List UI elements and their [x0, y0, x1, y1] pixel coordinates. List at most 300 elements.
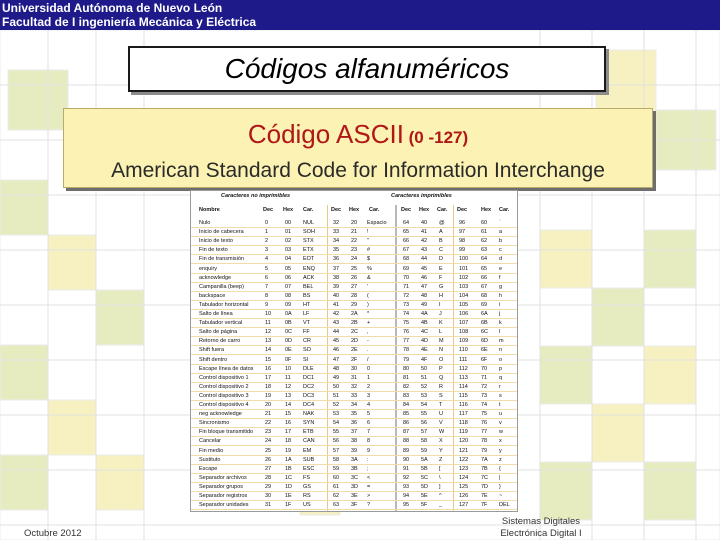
- cell-dec: 126: [459, 493, 469, 499]
- cell-char: I: [439, 301, 441, 308]
- cell-hex: 7A: [481, 456, 488, 463]
- cell-nombre: Salto de línea: [199, 311, 233, 317]
- cell-hex: 7B: [481, 465, 488, 472]
- cell-dec: 103: [459, 283, 469, 290]
- cell-hex: 65: [481, 265, 488, 272]
- header-hex: Hex: [283, 207, 294, 213]
- cell-char: ESC: [303, 465, 315, 472]
- cell-char: RS: [303, 493, 311, 499]
- cell-char: LF: [303, 311, 310, 317]
- table-row: [191, 437, 517, 446]
- cell-hex: 4D: [421, 338, 429, 345]
- cell-dec: 32: [333, 220, 340, 226]
- cell-char: d: [499, 256, 503, 263]
- cell-char: NUL: [303, 220, 315, 226]
- cell-char: Espacio: [367, 220, 387, 226]
- cell-hex: 2B: [351, 320, 358, 327]
- cell-hex: 2D: [351, 338, 359, 345]
- cell-nombre: Escape: [199, 465, 218, 472]
- cell-dec: 17: [265, 374, 272, 381]
- cell-hex: 6F: [481, 356, 488, 363]
- cell-dec: 119: [459, 429, 468, 436]
- cell-char: #: [367, 247, 371, 254]
- ascii-subtitle: American Standard Code for Information Interchange: [111, 159, 605, 182]
- cell-hex: 17: [285, 429, 292, 436]
- cell-char: x: [499, 438, 502, 445]
- cell-char: 3: [367, 392, 371, 399]
- cell-char: A: [439, 229, 443, 236]
- cell-char: *: [367, 311, 370, 317]
- cell-char: {: [499, 465, 501, 472]
- cell-char: Q: [439, 374, 444, 381]
- header-car: Car.: [303, 207, 314, 213]
- cell-nombre: Separador archivos: [199, 474, 247, 481]
- cell-char: r: [499, 383, 501, 390]
- cell-char: EM: [303, 447, 312, 454]
- table-row: [191, 401, 517, 410]
- cell-hex: 39: [351, 447, 358, 454]
- cell-char: v: [499, 420, 502, 427]
- cell-hex: 22: [351, 238, 358, 245]
- cell-char: P: [439, 365, 443, 372]
- cell-char: a: [499, 229, 503, 236]
- cell-dec: 118: [459, 420, 468, 427]
- cell-dec: 57: [333, 447, 340, 454]
- cell-hex: 0F: [285, 356, 292, 363]
- table-row: [191, 483, 517, 492]
- cell-dec: 91: [403, 465, 410, 472]
- cell-dec: 3: [265, 247, 269, 254]
- cell-dec: 42: [333, 311, 340, 317]
- table-row: [191, 228, 517, 237]
- cell-dec: 11: [265, 320, 271, 327]
- cell-char: t: [499, 402, 501, 408]
- cell-char: SUB: [303, 456, 315, 463]
- cell-hex: 33: [351, 392, 358, 399]
- cell-hex: 68: [481, 292, 488, 299]
- cell-hex: 5A: [421, 456, 428, 463]
- cell-dec: 83: [403, 392, 410, 399]
- cell-hex: 5F: [421, 502, 428, 509]
- cell-hex: 2E: [351, 347, 358, 354]
- cell-dec: 111: [459, 356, 468, 363]
- cell-dec: 100: [459, 256, 469, 263]
- cell-char: @: [439, 220, 445, 226]
- cell-hex: 31: [351, 374, 358, 381]
- table-row: [191, 374, 517, 383]
- cell-hex: 63: [481, 247, 488, 254]
- cell-hex: 46: [421, 274, 428, 281]
- cell-char: :: [367, 456, 369, 463]
- cell-hex: 3A: [351, 456, 358, 463]
- cell-hex: 5E: [421, 493, 428, 499]
- cell-hex: 26: [351, 274, 358, 281]
- cell-nombre: Separador grupos: [199, 483, 244, 490]
- cell-dec: 52: [333, 402, 340, 408]
- cell-hex: 54: [421, 402, 428, 408]
- cell-dec: 127: [459, 502, 469, 509]
- cell-dec: 15: [265, 356, 272, 363]
- cell-char: y: [499, 447, 502, 454]
- table-row: [191, 419, 517, 428]
- table-row: [191, 383, 517, 392]
- cell-dec: 27: [265, 465, 272, 472]
- cell-hex: 40: [421, 220, 428, 226]
- cell-hex: 04: [285, 256, 292, 263]
- cell-dec: 33: [333, 229, 340, 236]
- cell-nombre: Sincronismo: [199, 420, 230, 427]
- cell-char: DC4: [303, 402, 315, 408]
- cell-hex: 55: [421, 411, 428, 418]
- cell-char: =: [367, 483, 371, 490]
- cell-hex: 08: [285, 292, 292, 299]
- cell-char: Y: [439, 447, 443, 454]
- table-row: [191, 301, 517, 310]
- cell-nombre: Shift dentro: [199, 356, 228, 363]
- footer-course-line1: Sistemas Digitales: [501, 516, 581, 527]
- cell-dec: 75: [403, 320, 410, 327]
- cell-nombre: Fin de texto: [199, 247, 228, 254]
- cell-nombre: Inicio de cabecera: [199, 229, 244, 236]
- cell-char: 9: [367, 447, 371, 454]
- cell-char: EOT: [303, 256, 315, 263]
- cell-hex: 06: [285, 274, 292, 281]
- header-hex: Hex: [481, 207, 492, 213]
- cell-dec: 41: [333, 301, 340, 308]
- cell-dec: 76: [403, 329, 410, 336]
- cell-dec: 49: [333, 374, 340, 381]
- cell-hex: 2A: [351, 311, 358, 317]
- cell-dec: 19: [265, 392, 272, 399]
- cell-dec: 115: [459, 392, 468, 399]
- cell-dec: 47: [333, 356, 340, 363]
- cell-dec: 0: [265, 220, 269, 226]
- cell-char: o: [499, 356, 503, 363]
- cell-dec: 14: [265, 347, 272, 354]
- cell-char: L: [439, 329, 443, 336]
- cell-char: l: [499, 329, 501, 336]
- cell-char: -: [367, 338, 369, 345]
- cell-hex: 28: [351, 292, 358, 299]
- cell-dec: 48: [333, 365, 340, 372]
- cell-char: +: [367, 320, 371, 327]
- cell-hex: 37: [351, 429, 358, 436]
- cell-hex: 76: [481, 420, 488, 427]
- cell-hex: 60: [481, 220, 488, 226]
- cell-char: B: [439, 238, 443, 245]
- table-row: [191, 492, 517, 501]
- section-nonprintable: Caracteres no imprimibles: [221, 193, 291, 199]
- cell-char: GS: [303, 483, 311, 490]
- cell-dec: 39: [333, 283, 340, 290]
- table-row: [191, 292, 517, 301]
- cell-dec: 30: [265, 493, 272, 499]
- cell-hex: 27: [351, 283, 358, 290]
- cell-dec: 21: [265, 411, 272, 418]
- cell-char: 7: [367, 429, 371, 436]
- cell-dec: 125: [459, 483, 469, 490]
- cell-dec: 105: [459, 301, 469, 308]
- cell-char: M: [439, 338, 444, 345]
- ascii-heading-box: [63, 108, 653, 188]
- cell-hex: 6B: [481, 320, 488, 327]
- cell-dec: 123: [459, 465, 469, 472]
- cell-dec: 18: [265, 383, 272, 390]
- footer-course: [476, 516, 606, 540]
- cell-dec: 7: [265, 283, 269, 290]
- cell-dec: 102: [459, 274, 469, 281]
- ascii-title-range: (0 -127): [403, 128, 469, 147]
- header-nombre: Nombre: [199, 207, 220, 213]
- cell-char: SOH: [303, 229, 315, 236]
- header-dec: Dec: [457, 207, 468, 213]
- faculty-name: Facultad de I ingeniería Mecánica y Eléctrica: [2, 15, 257, 29]
- cell-char: ,: [367, 329, 369, 336]
- cell-hex: 67: [481, 283, 488, 290]
- cell-nombre: neg acknowledge: [199, 411, 242, 418]
- cell-hex: 18: [285, 438, 292, 445]
- cell-hex: 5D: [421, 483, 429, 490]
- cell-char: S: [439, 392, 443, 399]
- cell-char: ;: [367, 465, 369, 472]
- cell-hex: 0C: [285, 329, 293, 336]
- cell-hex: 30: [351, 365, 358, 372]
- cell-dec: 54: [333, 420, 340, 427]
- cell-hex: 66: [481, 274, 488, 281]
- cell-dec: 24: [265, 438, 272, 445]
- cell-dec: 16: [265, 365, 272, 372]
- table-row: [191, 447, 517, 456]
- cell-char: q: [499, 374, 503, 381]
- cell-char: CAN: [303, 438, 315, 445]
- cell-char: O: [439, 356, 444, 363]
- table-row: [191, 365, 517, 374]
- cell-char: e: [499, 265, 503, 272]
- cell-hex: 20: [351, 220, 358, 226]
- cell-hex: 0E: [285, 347, 292, 354]
- cell-char: F: [439, 274, 443, 281]
- cell-char: DLE: [303, 365, 314, 372]
- cell-hex: 14: [285, 402, 292, 408]
- cell-dec: 2: [265, 238, 269, 245]
- cell-hex: 1B: [285, 465, 292, 472]
- cell-char: \: [439, 474, 441, 481]
- cell-dec: 5: [265, 265, 269, 272]
- cell-dec: 109: [459, 338, 469, 345]
- cell-dec: 96: [459, 220, 466, 226]
- footer-date: Octubre 2012: [24, 528, 82, 539]
- cell-nombre: Salto de página: [199, 329, 238, 336]
- cell-hex: 6A: [481, 311, 488, 317]
- cell-dec: 53: [333, 411, 340, 418]
- cell-char: g: [499, 283, 503, 290]
- cell-hex: 07: [285, 283, 292, 290]
- cell-dec: 70: [403, 274, 410, 281]
- cell-char: }: [499, 483, 501, 490]
- header-dec: Dec: [401, 207, 412, 213]
- cell-dec: 81: [403, 374, 410, 381]
- cell-hex: 78: [481, 438, 488, 445]
- cell-char: (: [367, 292, 369, 299]
- header-hex: Hex: [349, 207, 360, 213]
- cell-nombre: Control dispositivo 1: [199, 374, 249, 381]
- cell-dec: 86: [403, 420, 410, 427]
- cell-nombre: Fin medio: [199, 447, 224, 454]
- cell-dec: 34: [333, 238, 340, 245]
- cell-hex: 15: [285, 411, 292, 418]
- cell-hex: 43: [421, 247, 428, 254]
- cell-dec: 66: [403, 238, 410, 245]
- cell-char: k: [499, 320, 502, 327]
- cell-hex: 41: [421, 229, 428, 236]
- cell-nombre: Separador unidades: [199, 502, 249, 509]
- cell-hex: 5C: [421, 474, 429, 481]
- cell-dec: 1: [265, 229, 269, 236]
- cell-char: ': [367, 283, 369, 290]
- cell-char: %: [367, 265, 372, 272]
- cell-dec: 104: [459, 292, 469, 299]
- cell-hex: 4B: [421, 320, 428, 327]
- cell-char: BS: [303, 292, 311, 299]
- table-row: [191, 283, 517, 292]
- cell-char: ]: [439, 483, 441, 490]
- cell-char: ~: [499, 493, 503, 499]
- cell-dec: 68: [403, 256, 410, 263]
- cell-char: h: [499, 292, 503, 299]
- cell-hex: 74: [481, 402, 488, 408]
- cell-nombre: enquiry: [199, 265, 218, 272]
- cell-char: w: [499, 429, 503, 436]
- cell-char: DC2: [303, 383, 315, 390]
- cell-dec: 98: [459, 238, 466, 245]
- cell-dec: 92: [403, 474, 410, 481]
- cell-hex: 79: [481, 447, 488, 454]
- cell-hex: 3F: [351, 502, 358, 509]
- cell-dec: 37: [333, 265, 340, 272]
- footer-course-line2: Electrónica Digital I: [500, 528, 582, 539]
- cell-dec: 124: [459, 474, 469, 481]
- cell-dec: 88: [403, 438, 410, 445]
- cell-nombre: Tabulador horizontal: [199, 301, 249, 308]
- cell-char: US: [303, 502, 311, 509]
- cell-hex: 7E: [481, 493, 488, 499]
- cell-char: ": [367, 238, 369, 245]
- cell-nombre: Campanilla (beep): [199, 283, 244, 290]
- cell-dec: 80: [403, 365, 410, 372]
- cell-dec: 116: [459, 402, 468, 408]
- table-row: [191, 310, 517, 319]
- section-printable: Caracteres imprimibles: [391, 193, 452, 199]
- cell-char: .: [367, 347, 369, 354]
- cell-hex: 6C: [481, 329, 489, 336]
- cell-char: T: [439, 402, 443, 408]
- header-dec: Dec: [331, 207, 342, 213]
- cell-dec: 67: [403, 247, 410, 254]
- header-car: Car.: [369, 207, 380, 213]
- cell-dec: 71: [403, 283, 410, 290]
- cell-hex: 24: [351, 256, 358, 263]
- cell-dec: 74: [403, 311, 410, 317]
- cell-dec: 26: [265, 456, 272, 463]
- cell-dec: 73: [403, 301, 410, 308]
- table-row: [191, 237, 517, 246]
- cell-hex: 4F: [421, 356, 428, 363]
- cell-hex: 1A: [285, 456, 292, 463]
- cell-hex: 3B: [351, 465, 358, 472]
- cell-char: s: [499, 392, 502, 399]
- cell-dec: 56: [333, 438, 340, 445]
- cell-char: BEL: [303, 283, 314, 290]
- cell-char: |: [499, 474, 501, 481]
- cell-dec: 25: [265, 447, 272, 454]
- cell-nombre: Control dispositivo 2: [199, 383, 249, 390]
- cell-char: ?: [367, 502, 371, 509]
- cell-dec: 97: [459, 229, 466, 236]
- cell-hex: 02: [285, 238, 292, 245]
- cell-char: ^: [439, 493, 442, 499]
- table-row: [191, 337, 517, 346]
- cell-char: b: [499, 238, 503, 245]
- cell-char: DEL: [499, 502, 510, 509]
- cell-nombre: Tabulador vertical: [199, 320, 243, 327]
- table-row: [191, 501, 517, 510]
- cell-hex: 32: [351, 383, 358, 390]
- cell-hex: 36: [351, 420, 358, 427]
- cell-hex: 71: [481, 374, 488, 381]
- table-row: [191, 246, 517, 255]
- cell-char: SYN: [303, 420, 315, 427]
- cell-hex: 70: [481, 365, 488, 372]
- cell-dec: 28: [265, 474, 272, 481]
- cell-hex: 42: [421, 238, 428, 245]
- cell-char: FF: [303, 329, 310, 336]
- cell-char: STX: [303, 238, 314, 245]
- cell-hex: 62: [481, 238, 488, 245]
- header-dec: Dec: [263, 207, 274, 213]
- cell-char: f: [499, 274, 501, 281]
- cell-dec: 87: [403, 429, 410, 436]
- cell-dec: 121: [459, 447, 469, 454]
- cell-nombre: Fin de transmisión: [199, 256, 244, 263]
- cell-dec: 63: [333, 502, 340, 509]
- header-car: Car.: [499, 207, 510, 213]
- cell-nombre: acknowledge: [199, 274, 232, 281]
- cell-hex: 4C: [421, 329, 429, 336]
- cell-char: >: [367, 493, 371, 499]
- cell-char: 4: [367, 402, 371, 408]
- cell-char: ACK: [303, 274, 315, 281]
- table-row: [191, 328, 517, 337]
- cell-dec: 108: [459, 329, 469, 336]
- cell-hex: 58: [421, 438, 428, 445]
- cell-nombre: Escape línea de datos: [199, 365, 254, 372]
- ascii-title: [64, 119, 652, 150]
- cell-hex: 7D: [481, 483, 489, 490]
- cell-char: U: [439, 411, 443, 418]
- cell-nombre: Control dispositivo 3: [199, 392, 249, 399]
- cell-hex: 23: [351, 247, 358, 254]
- cell-char: <: [367, 474, 371, 481]
- cell-dec: 6: [265, 274, 269, 281]
- cell-char: N: [439, 347, 443, 354]
- cell-hex: 09: [285, 301, 292, 308]
- cell-char: SI: [303, 356, 309, 363]
- cell-nombre: backspace: [199, 292, 226, 299]
- slide-title: Códigos alfanuméricos: [224, 53, 510, 84]
- cell-hex: 0D: [285, 338, 293, 345]
- cell-hex: 56: [421, 420, 428, 427]
- cell-dec: 78: [403, 347, 410, 354]
